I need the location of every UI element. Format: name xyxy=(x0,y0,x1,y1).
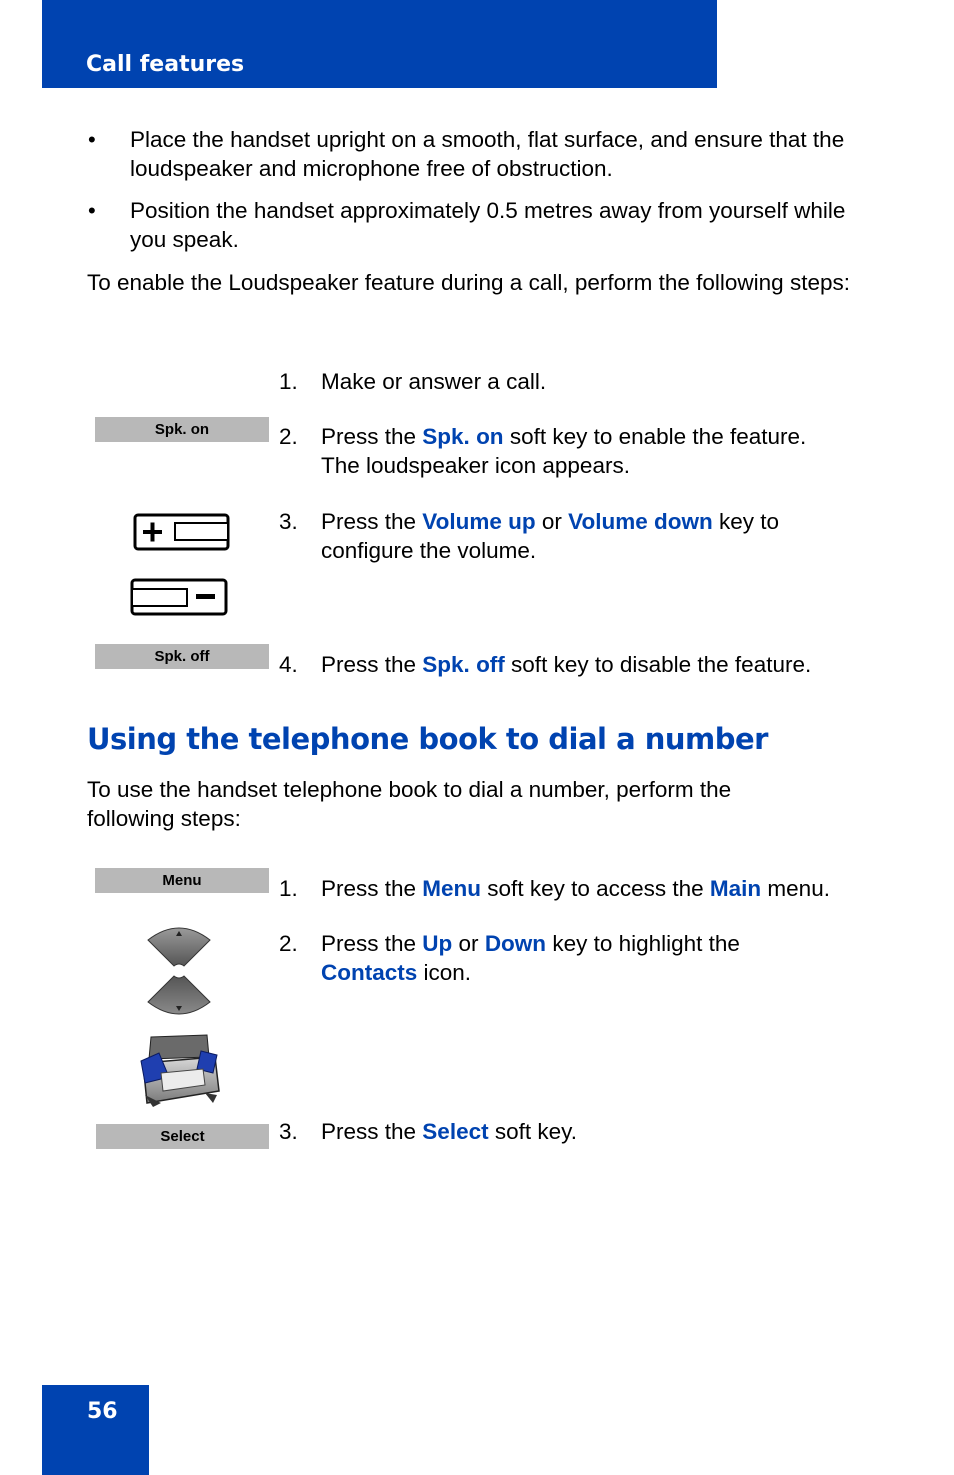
keyword: Volume down xyxy=(568,509,713,534)
bullet-marker: • xyxy=(88,127,96,152)
step-text: Make or answer a call. xyxy=(321,369,547,394)
step-number: 1. xyxy=(279,876,298,901)
section-intro: To use the handset telephone book to dial a number, perform the following steps: xyxy=(87,777,732,831)
step-text: Press the Select soft key. xyxy=(321,1119,577,1144)
keyword: Contacts xyxy=(321,960,418,985)
volume-down-key-icon xyxy=(130,578,228,616)
header-title: Call features xyxy=(86,52,245,77)
keyword: Down xyxy=(484,931,547,956)
page-number: 56 xyxy=(87,1399,118,1424)
step-number: 4. xyxy=(279,652,298,677)
menu-softkey: Menu xyxy=(95,868,269,893)
select-softkey: Select xyxy=(96,1124,269,1149)
page-number-box xyxy=(42,1385,149,1475)
step-text: Press the Spk. on soft key to enable the feature. The loudspeaker icon appears. xyxy=(321,424,807,478)
step-number: 3. xyxy=(279,1119,298,1144)
spk-on-softkey: Spk. on xyxy=(95,417,269,442)
keyword: Spk. off xyxy=(422,652,505,677)
step-number: 2. xyxy=(279,931,298,956)
step-number: 2. xyxy=(279,424,298,449)
intro-paragraph: To enable the Loudspeaker feature during a call, perform the following steps: xyxy=(87,270,850,295)
keyword: Select xyxy=(422,1119,489,1144)
step-number: 3. xyxy=(279,509,298,534)
bullet-text: Position the handset approximately 0.5 metres away from yourself while you speak. xyxy=(130,198,846,252)
bullet-marker: • xyxy=(88,198,96,223)
bullet-text: Place the handset upright on a smooth, flat surface, and ensure that the loudspeaker and microphone free of obstruction. xyxy=(130,127,845,181)
step-text: Press the Up or Down key to highlight the Contacts icon. xyxy=(321,931,740,985)
keyword: Spk. on xyxy=(422,424,504,449)
step-text: Press the Menu soft key to access the Main menu. xyxy=(321,876,830,901)
keyword: Volume up xyxy=(422,509,536,534)
step-text: Press the Volume up or Volume down key to configure the volume. xyxy=(321,509,780,563)
section-heading: Using the telephone book to dial a number xyxy=(87,722,768,756)
header-bar xyxy=(42,0,717,88)
keyword: Up xyxy=(422,931,453,956)
spk-off-softkey: Spk. off xyxy=(95,644,269,669)
step-number: 1. xyxy=(279,369,298,394)
step-text: Press the Spk. off soft key to disable the feature. xyxy=(321,652,812,677)
navigation-up-down-key-icon xyxy=(146,922,212,1020)
keyword: Main xyxy=(709,876,762,901)
contacts-icon xyxy=(139,1033,221,1109)
volume-up-key-icon xyxy=(133,513,230,551)
keyword: Menu xyxy=(422,876,482,901)
